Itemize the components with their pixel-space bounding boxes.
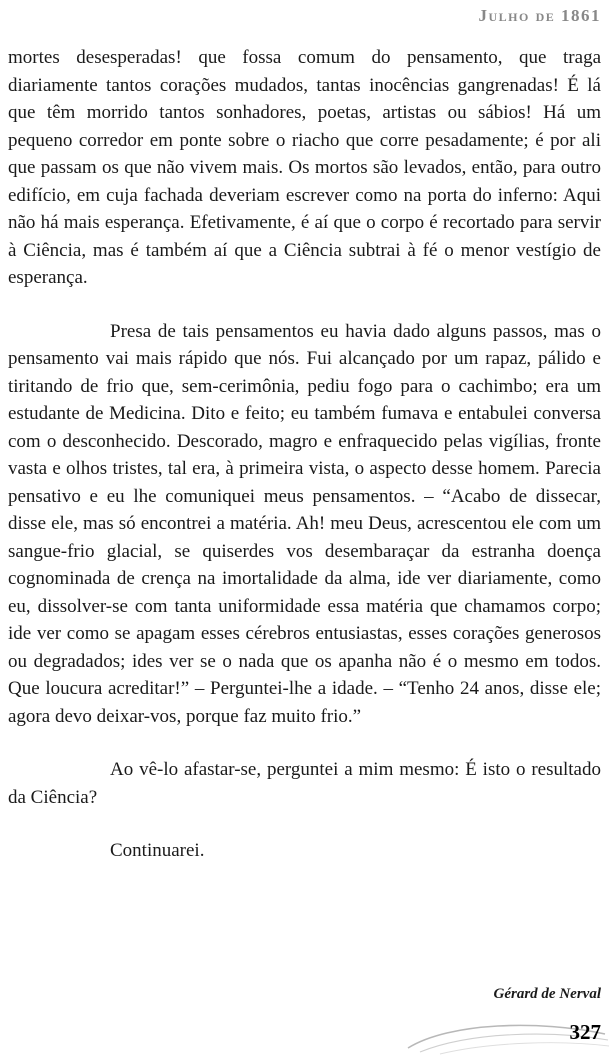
paragraph: Ao vê-lo afastar-se, perguntei a mim mesmo: É isto o resultado da Ciência? bbox=[8, 759, 601, 808]
page-number: 327 bbox=[569, 1020, 601, 1044]
article-body bbox=[8, 44, 601, 865]
author-signature: Gérard de Nerval bbox=[493, 986, 601, 1002]
paragraph-continued: mortes desesperadas! que fossa comum do pensamento, que traga diariamente tantos corações mudados, tantas inocências gangrenadas! É lá que têm morrido tantos sonhadores, poetas, artistas ou sábios! Há um pequeno corredor em ponte sobre o riacho que corre pesadamente; é por ali que passam os que não vivem mais. Os mortos são levados, então, para outro edifício, em cuja fachada deveriam escrever como na porta do inferno: Aqui não há mais esperança. Efetivamente, é aí que o corpo é recortado para servir à Ciência, mas é também aí que a Ciência subtrai à fé o menor vestígio de esperança. bbox=[8, 47, 601, 288]
paragraph-closing: Continuarei. bbox=[110, 840, 205, 861]
paragraph: Presa de tais pensamentos eu havia dado alguns passos, mas o pensamento vai mais rápido que nós. Fui alcançado por um rapaz, pálido e tiritando de frio que, sem-cerimônia, pediu fogo para o cachimbo; era um estudante de Medicina. Dito e feito; eu também fumava e entabulei conversa com o desconhecido. Descorado, magro e enfraquecido pelas vigílias, fronte vasta e olhos tristes, tal era, à primeira vista, o aspecto desse homem. Parecia pensativo e eu lhe comuniquei meus pensamentos. – “Acabo de dissecar, disse ele, mas só encontrei a matéria. Ah! meu Deus, acrescentou ele com um sangue-frio glacial, se quiserdes vos desembaraçar da estranha doença cognominada de crença na imortalidade da alma, ide ver diariamente, como eu, dissolver-se com tanta uniformidade essa matéria que chamamos corpo; ide ver como se apagam esses cérebros entusiastas, esses corações generosos ou degradados; ides ver se o nada que os apanha não é o mesmo em todos. Que loucura acreditar!” – Perguntei-lhe a idade. – “Tenho 24 anos, disse ele; agora devo deixar-vos, porque faz muito frio.” bbox=[8, 320, 601, 727]
running-header: Julho de 1861 bbox=[478, 6, 601, 25]
